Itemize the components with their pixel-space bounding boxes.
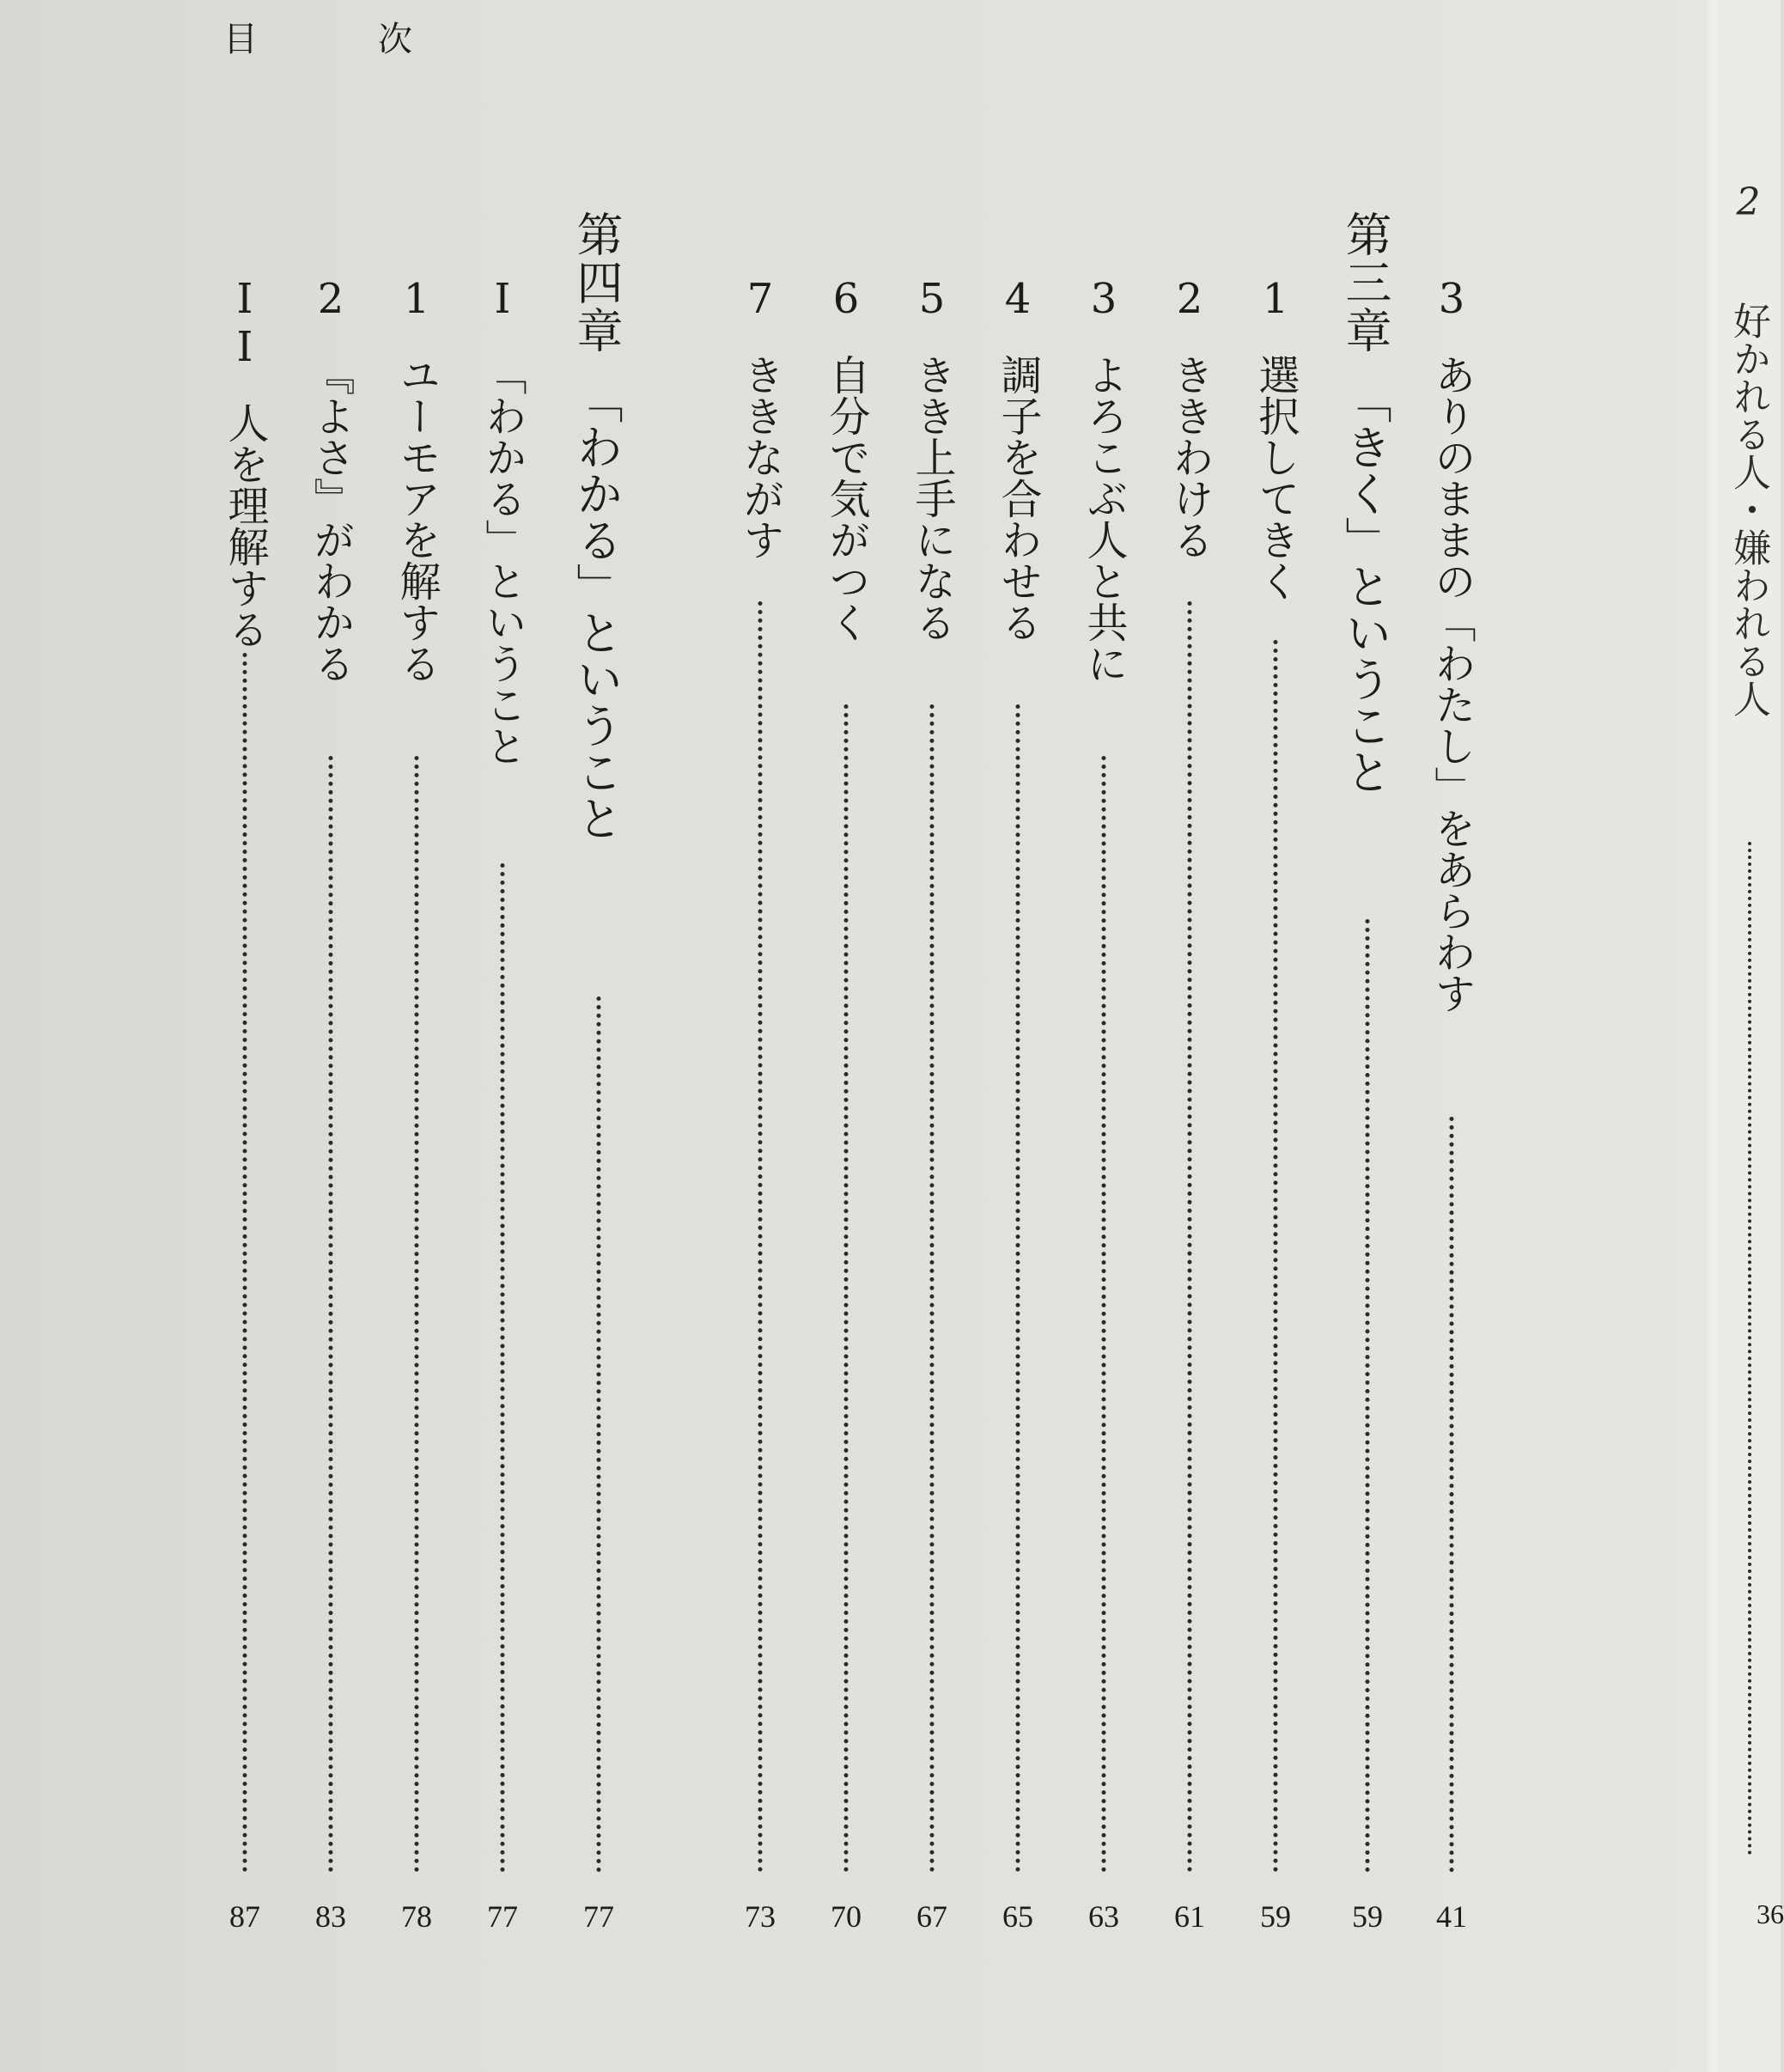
entry-title: きき上手になる [908,354,956,643]
page-number: 67 [916,1899,947,1934]
page-number: 61 [1174,1899,1205,1934]
leader-dots [329,756,333,1873]
entry-number: 3 [1428,275,1476,323]
entry-title: よろこぶ人と共に [1080,354,1128,684]
toc-heading-char-2: 次 [378,20,412,59]
page-number: 41 [1436,1899,1467,1934]
entry-title: 自分で気がつく [822,354,870,643]
leader-dots [501,863,505,1873]
page-number: 77 [583,1899,614,1934]
entry-title: 選択してきく [1251,354,1300,601]
toc-heading-char-1: 目 [223,20,258,59]
page-number: 59 [1352,1899,1383,1934]
page-number: 83 [315,1899,346,1934]
right-entry-number: 2 [1726,180,1770,224]
entry-title: ききわける [1166,354,1214,560]
page-number: 59 [1260,1899,1291,1934]
leader-dots [844,704,849,1873]
entry-title: 人を理解する [221,402,269,649]
entry-number: 1 [393,275,441,323]
right-page-entry [1726,180,1769,717]
entry-number: 2 [1166,275,1214,323]
leader-dots [597,996,601,1873]
entry-number: 6 [822,275,870,323]
leader-dots [1188,601,1192,1873]
page-number: 73 [745,1899,776,1934]
entry-title: ききながす [736,354,784,560]
page-number: 77 [487,1899,518,1934]
entry-number: 5 [908,275,956,323]
entry-number: 7 [736,275,784,323]
chapter-number: 第三章 [1338,210,1392,355]
right-page-number: 36 [1757,1898,1784,1929]
entry-number: I [478,275,527,323]
right-entry-title: 好かれる人・嫌われる人 [1726,302,1770,717]
page-number: 78 [401,1899,432,1934]
chapter-title: 「わかる」ということ [569,377,624,841]
entry-title: 「わかる」ということ [478,354,527,766]
chapter-number: 第四章 [569,210,624,355]
leader-dots [1016,704,1020,1873]
entry-number: 2 [307,275,355,323]
leader-dots [1102,756,1106,1873]
page-number: 63 [1088,1899,1119,1934]
leader-dots [930,704,935,1873]
entry-title: 『よさ』がわかる [307,354,355,684]
leader-dots [1450,1117,1454,1873]
entry-number: II [221,275,269,371]
page-number: 70 [831,1899,862,1934]
leader-dots [758,601,763,1873]
chapter-title: 「きく」ということ [1338,377,1392,795]
entry-title: ユーモアを解する [393,354,441,684]
entry-number: 3 [1080,275,1128,323]
leader-dots [1274,640,1278,1873]
leader-dots [415,756,419,1873]
leader-dots [1366,919,1370,1873]
entry-number: 1 [1251,275,1300,323]
toc-heading [223,12,412,61]
page-number: 87 [229,1899,260,1934]
book-gutter [1705,0,1720,2072]
page-number: 65 [1002,1899,1033,1934]
entry-number: 4 [994,275,1042,323]
leader-dots [243,653,247,1873]
entry-title: 調子を合わせる [994,354,1042,643]
entry-title: ありのままの「わたし」をあらわす [1428,354,1476,1014]
right-leader-dots [1748,842,1751,1856]
